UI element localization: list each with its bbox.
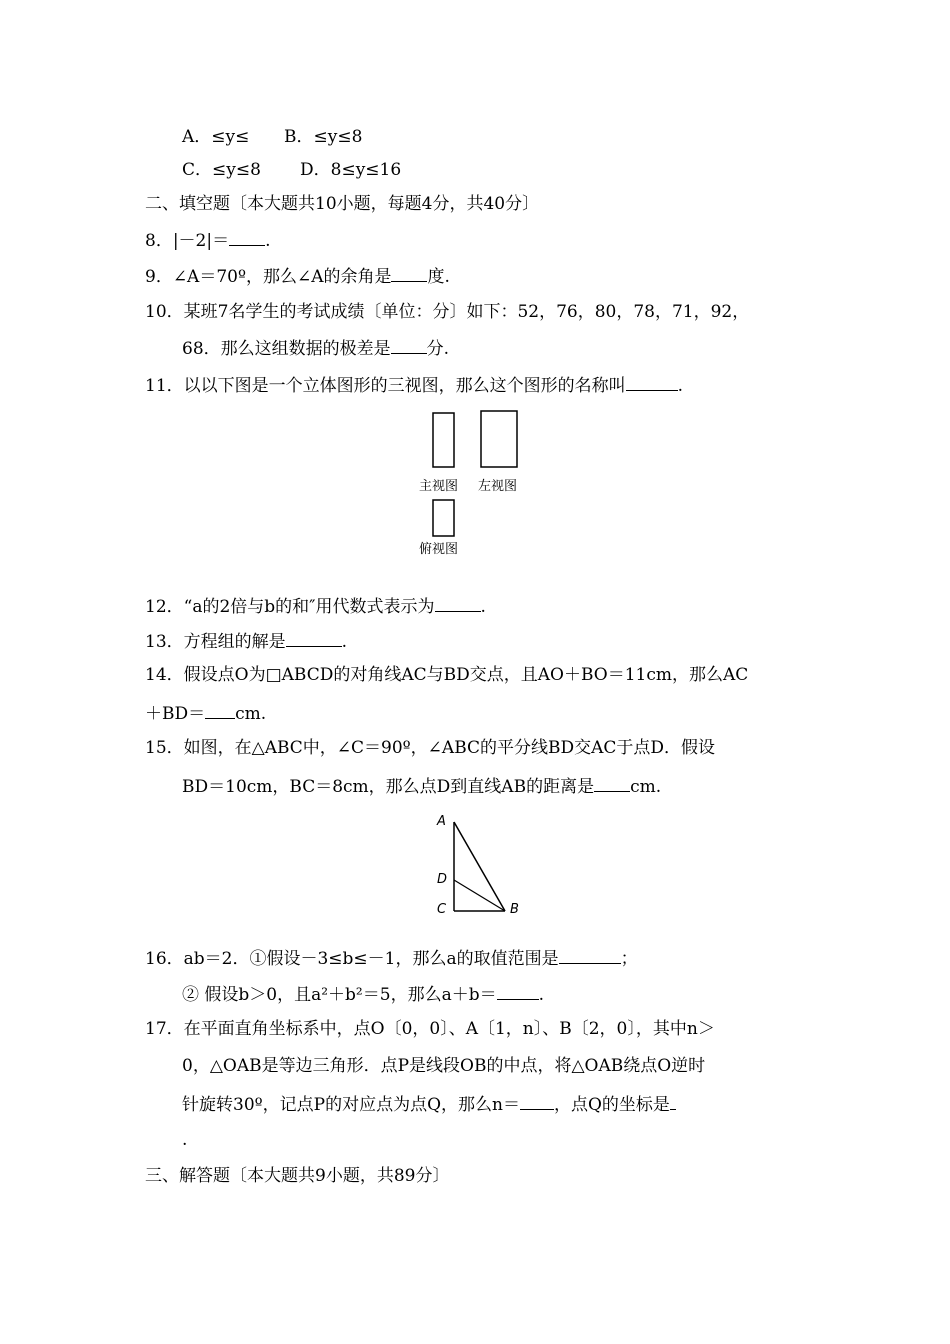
q11-end: . xyxy=(677,376,684,396)
q15-end: cm. xyxy=(630,777,662,797)
answer-blank xyxy=(391,337,427,354)
q14-end: cm. xyxy=(235,704,267,724)
q7-option-b: B．≤y≤8 xyxy=(284,127,363,147)
answer-blank xyxy=(286,630,342,647)
q13-end: . xyxy=(341,632,348,652)
q8-text: 8．|－2|＝ xyxy=(145,231,230,251)
q16-text-2: ② 假设b＞0，且a²＋b²＝5，那么a＋b＝ xyxy=(182,985,497,1005)
q7-option-a: A．≤y≤ xyxy=(182,127,250,147)
question-17-line-1: 17．在平面直角坐标系中，点O〔0，0〕、A〔1，n〕、B〔2，0〕，其中n＞ xyxy=(145,1019,715,1039)
question-15-line-1: 15．如图，在△ABC中，∠C＝90º，∠ABC的平分线BD交AC于点D．假设 xyxy=(145,738,716,758)
front-view-rect xyxy=(433,413,454,467)
q10-text: 68．那么这组数据的极差是 xyxy=(182,339,391,359)
top-view-rect xyxy=(433,500,454,536)
label-d: D xyxy=(437,872,448,887)
three-view-figure xyxy=(410,405,530,565)
section-3-heading: 三、解答题〔本大题共9小题，共89分〕 xyxy=(145,1166,450,1186)
answer-blank xyxy=(205,702,235,719)
q17-mid: ，点Q的坐标是 xyxy=(553,1095,670,1115)
q16-text: 16．ab＝2．①假设－3≤b≤－1，那么a的取值范围是 xyxy=(145,949,559,969)
answer-blank xyxy=(670,1093,676,1110)
q15-text: BD＝10cm，BC＝8cm，那么点D到直线AB的距离是 xyxy=(182,777,595,797)
question-17-line-3 xyxy=(182,1093,676,1116)
question-9 xyxy=(145,265,450,288)
answer-blank xyxy=(497,983,539,1000)
label-c: C xyxy=(437,902,447,917)
q16-end: ； xyxy=(620,949,638,969)
question-16-line-1 xyxy=(145,947,638,970)
label-b: B xyxy=(510,902,519,917)
section-2-heading: 二、填空题〔本大题共10小题，每题4分，共40分〕 xyxy=(145,194,540,214)
question-13 xyxy=(145,630,347,653)
side-view-rect xyxy=(481,411,517,467)
question-14-line-2 xyxy=(145,702,266,725)
question-17-line-4: . xyxy=(182,1130,188,1150)
q12-end: . xyxy=(480,597,486,617)
top-view-label: 俯视图 xyxy=(419,542,459,557)
q14-text: ＋BD＝ xyxy=(145,704,206,724)
q17-text: 针旋转30º，记点P的对应点为点Q，那么n＝ xyxy=(182,1095,520,1115)
q7-option-c: C．≤y≤8 xyxy=(182,160,261,180)
answer-blank xyxy=(626,374,678,391)
answer-blank xyxy=(559,947,621,964)
side-ab xyxy=(454,822,505,911)
question-11 xyxy=(145,374,683,397)
segment-bd xyxy=(454,880,505,911)
question-14-line-1: 14．假设点O为□ABCD的对角线AC与BD交点，且AO＋BO＝11cm，那么AC xyxy=(145,665,749,685)
question-15-line-2 xyxy=(182,775,661,798)
label-a: A xyxy=(437,814,446,829)
side-view-label: 左视图 xyxy=(478,479,518,494)
q11-text: 11．以以下图是一个立体图形的三视图，那么这个图形的名称叫 xyxy=(145,376,626,396)
answer-blank xyxy=(520,1093,554,1110)
q9-end: 度. xyxy=(427,267,450,287)
question-10-line-2 xyxy=(182,337,449,360)
q9-text: 9．∠A＝70º，那么∠A的余角是 xyxy=(145,267,392,287)
answer-blank xyxy=(391,265,427,282)
question-8 xyxy=(145,229,271,252)
question-16-line-2 xyxy=(182,983,544,1006)
question-10-line-1: 10．某班7名学生的考试成绩〔单位：分〕如下：52，76，80，78，71，92， xyxy=(145,302,750,322)
q12-text: 12．“a的2倍与b的和″用代数式表示为 xyxy=(145,597,435,617)
answer-blank xyxy=(594,775,630,792)
answer-blank xyxy=(435,595,481,612)
q10-end: 分. xyxy=(426,339,450,359)
question-12 xyxy=(145,595,486,618)
q16-end-2: . xyxy=(538,985,544,1005)
answer-blank xyxy=(229,229,265,246)
q7-option-d: D．8≤y≤16 xyxy=(300,160,402,180)
front-view-label: 主视图 xyxy=(419,479,459,494)
question-17-line-2: 0，△OAB是等边三角形．点P是线段OB的中点，将△OAB绕点O逆时 xyxy=(182,1056,706,1076)
triangle-figure xyxy=(432,812,532,922)
q13-text: 13．方程组的解是 xyxy=(145,632,286,652)
q8-end: . xyxy=(265,231,271,251)
